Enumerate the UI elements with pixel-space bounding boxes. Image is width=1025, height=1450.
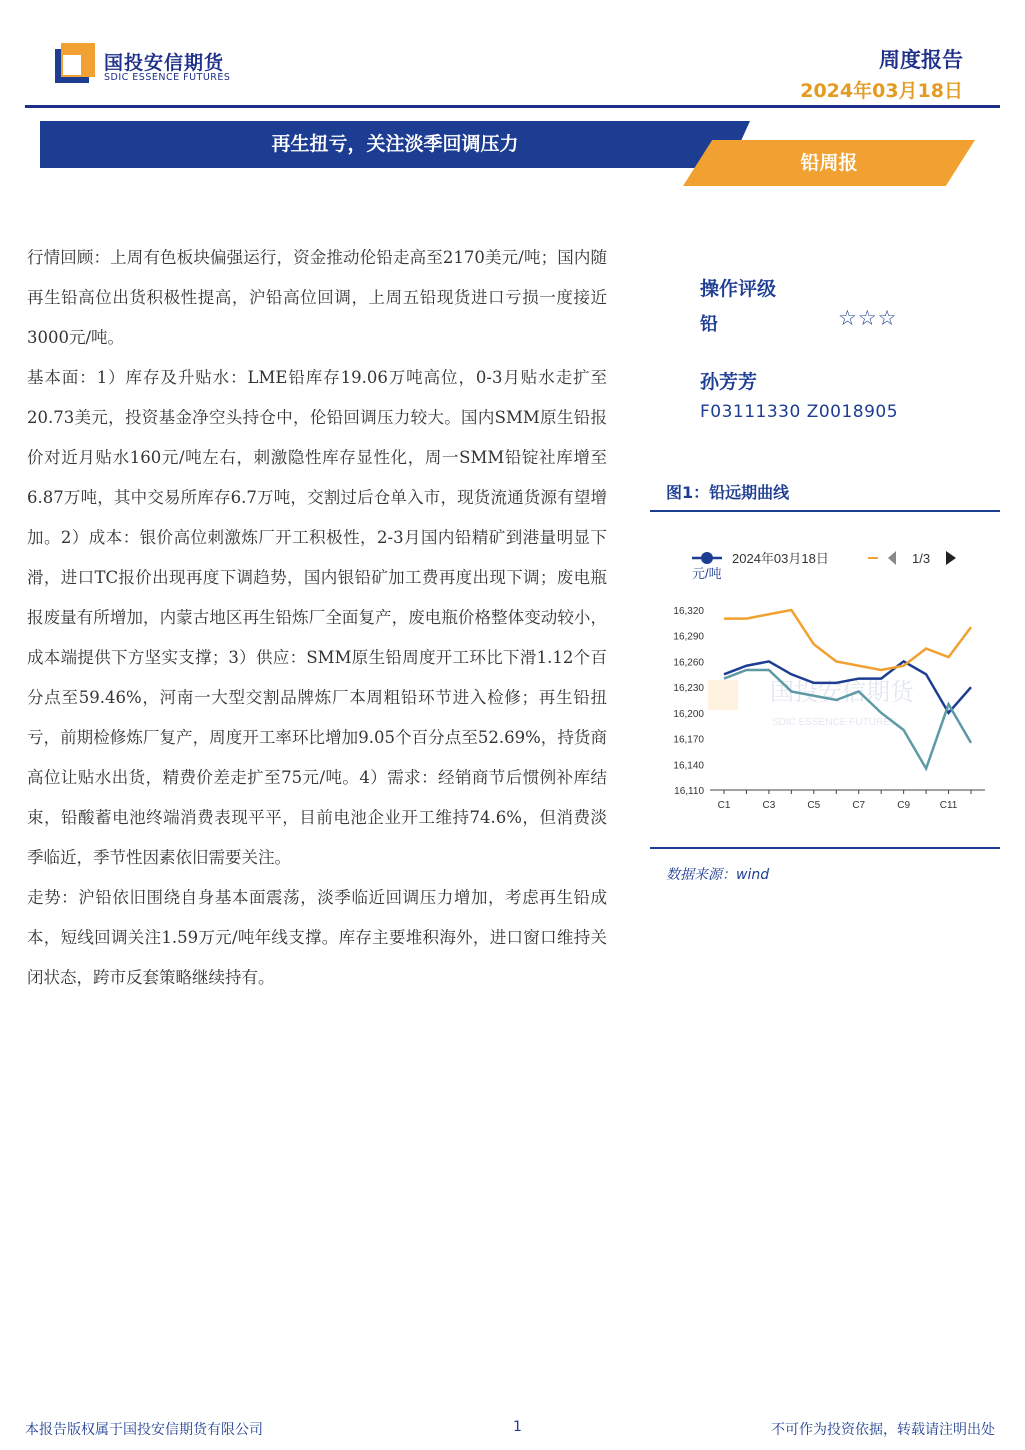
x-tick-label: C5 (807, 800, 821, 811)
rating-title: 操作评级 (700, 278, 777, 300)
report-type: 周度报告 (879, 48, 963, 72)
figure-bottom-divider (650, 847, 1000, 849)
footer-disclaimer: 不可作为投资依据，转载请注明出处 (771, 1422, 995, 1438)
forward-curve-chart (650, 530, 1000, 830)
watermark-logo (708, 680, 738, 710)
rating-commodity: 铅 (700, 314, 718, 335)
page-number: 1 (513, 1419, 522, 1435)
watermark-text: 国投安信期货 (770, 679, 914, 706)
y-axis-unit: 元/吨 (692, 566, 722, 581)
y-tick-label: 16,260 (673, 657, 704, 669)
figure-top-divider (650, 510, 1000, 512)
legend-label: 2024年03月18日 (732, 551, 829, 566)
logo-text-en: SDIC ESSENCE FUTURES (104, 72, 231, 83)
footer-copyright: 本报告版权属于国投安信期货有限公司 (25, 1422, 263, 1438)
rating-stars-icon: ☆☆☆ (838, 306, 898, 330)
x-tick-label: C7 (852, 800, 866, 811)
report-date: 2024年03月18日 (800, 80, 963, 102)
y-tick-label: 16,170 (673, 734, 704, 746)
report-title: 再生扭亏，关注淡季回调压力 (271, 133, 519, 155)
series-line-1 (724, 610, 971, 670)
paragraph-fundamentals: 基本面：1）库存及升贴水：LME铅库存19.06万吨高位，0-3月贴水走扩至20.73美元，投资基金净空头持仓中，伦铅回调压力较大。国内SMM原生铅报价对近月贴水160元/吨左右，刺激隐性库存显性化，周一SMM铅锭社库增至6.87万吨，其中交易所库存6.7万吨，交割过后仓单入市，现货流通货源有望增加。2）成本：银价高位刺激炼厂开工积极性，2-3月国内铅精矿到港量明显下滑，进口TC报价出现再度下调趋势，国内银铅矿加工费再度出现下调；废电瓶报废量有所增加，内蒙古地区再生铅炼厂全面复产，废电瓶价格整体变动较小，成本端提供下方坚实支撑；3）供应：SMM原生铅周度开工环比下滑1.12个百分点至59.46%，河南一大型交割品牌炼厂本周粗铅环节进入检修；再生铅扭亏，前期检修炼厂复产，周度开工率环比增加9.05个百分点至52.69%，持货商高位让贴水出货，精费价差走扩至75元/吨。4）需求：经销商节后惯例补库结束，铅酸蓄电池终端消费表现平平，目前电池企业开工维持74.6%，但消费淡季临近，季节性因素依旧需要关注。 (27, 368, 607, 867)
x-tick-label: C9 (897, 800, 911, 811)
analyst-license-ids: F03111330 Z0018905 (700, 402, 899, 422)
legend-pager: 1/3 (912, 551, 931, 566)
x-tick-label: C1 (717, 800, 731, 811)
y-tick-label: 16,140 (673, 760, 704, 772)
chevron-left-icon[interactable] (888, 551, 896, 565)
logo-text-cn: 国投安信期货 (104, 52, 225, 74)
x-tick-label: C3 (762, 800, 776, 811)
category-tag-label: 铅周报 (800, 152, 858, 174)
report-body (27, 238, 607, 998)
paragraph-review: 行情回顾：上周有色板块偏强运行，资金推动伦铅走高至2170美元/吨；国内随再生铅高位出货积极性提高，沪铅高位回调，上周五铅现货进口亏损一度接近3000元/吨。 (27, 248, 607, 347)
chevron-right-icon[interactable] (946, 551, 956, 565)
y-tick-label: 16,320 (673, 606, 704, 617)
paragraph-trend: 走势：沪铅依旧围绕自身基本面震荡，淡季临近回调压力增加，考虑再生铅成本，短线回调关注1.59万元/吨年线支撑。库存主要堆积海外，进口窗口维持关闭状态，跨市反套策略继续持有。 (27, 888, 607, 987)
y-tick-label: 16,230 (673, 683, 704, 695)
logo-icon (55, 43, 95, 83)
y-tick-label: 16,110 (674, 786, 704, 797)
watermark-text-en: SDIC ESSENCE FUTURES (772, 717, 897, 728)
y-tick-label: 16,200 (673, 708, 704, 720)
y-tick-label: 16,290 (673, 631, 704, 643)
legend-marker (701, 552, 713, 564)
header-divider (25, 105, 1000, 108)
data-source: 数据来源：wind (666, 867, 770, 883)
figure-title: 图1：铅远期曲线 (666, 483, 790, 502)
x-tick-label: C11 (939, 800, 958, 811)
analyst-name: 孙芳芳 (700, 371, 758, 393)
